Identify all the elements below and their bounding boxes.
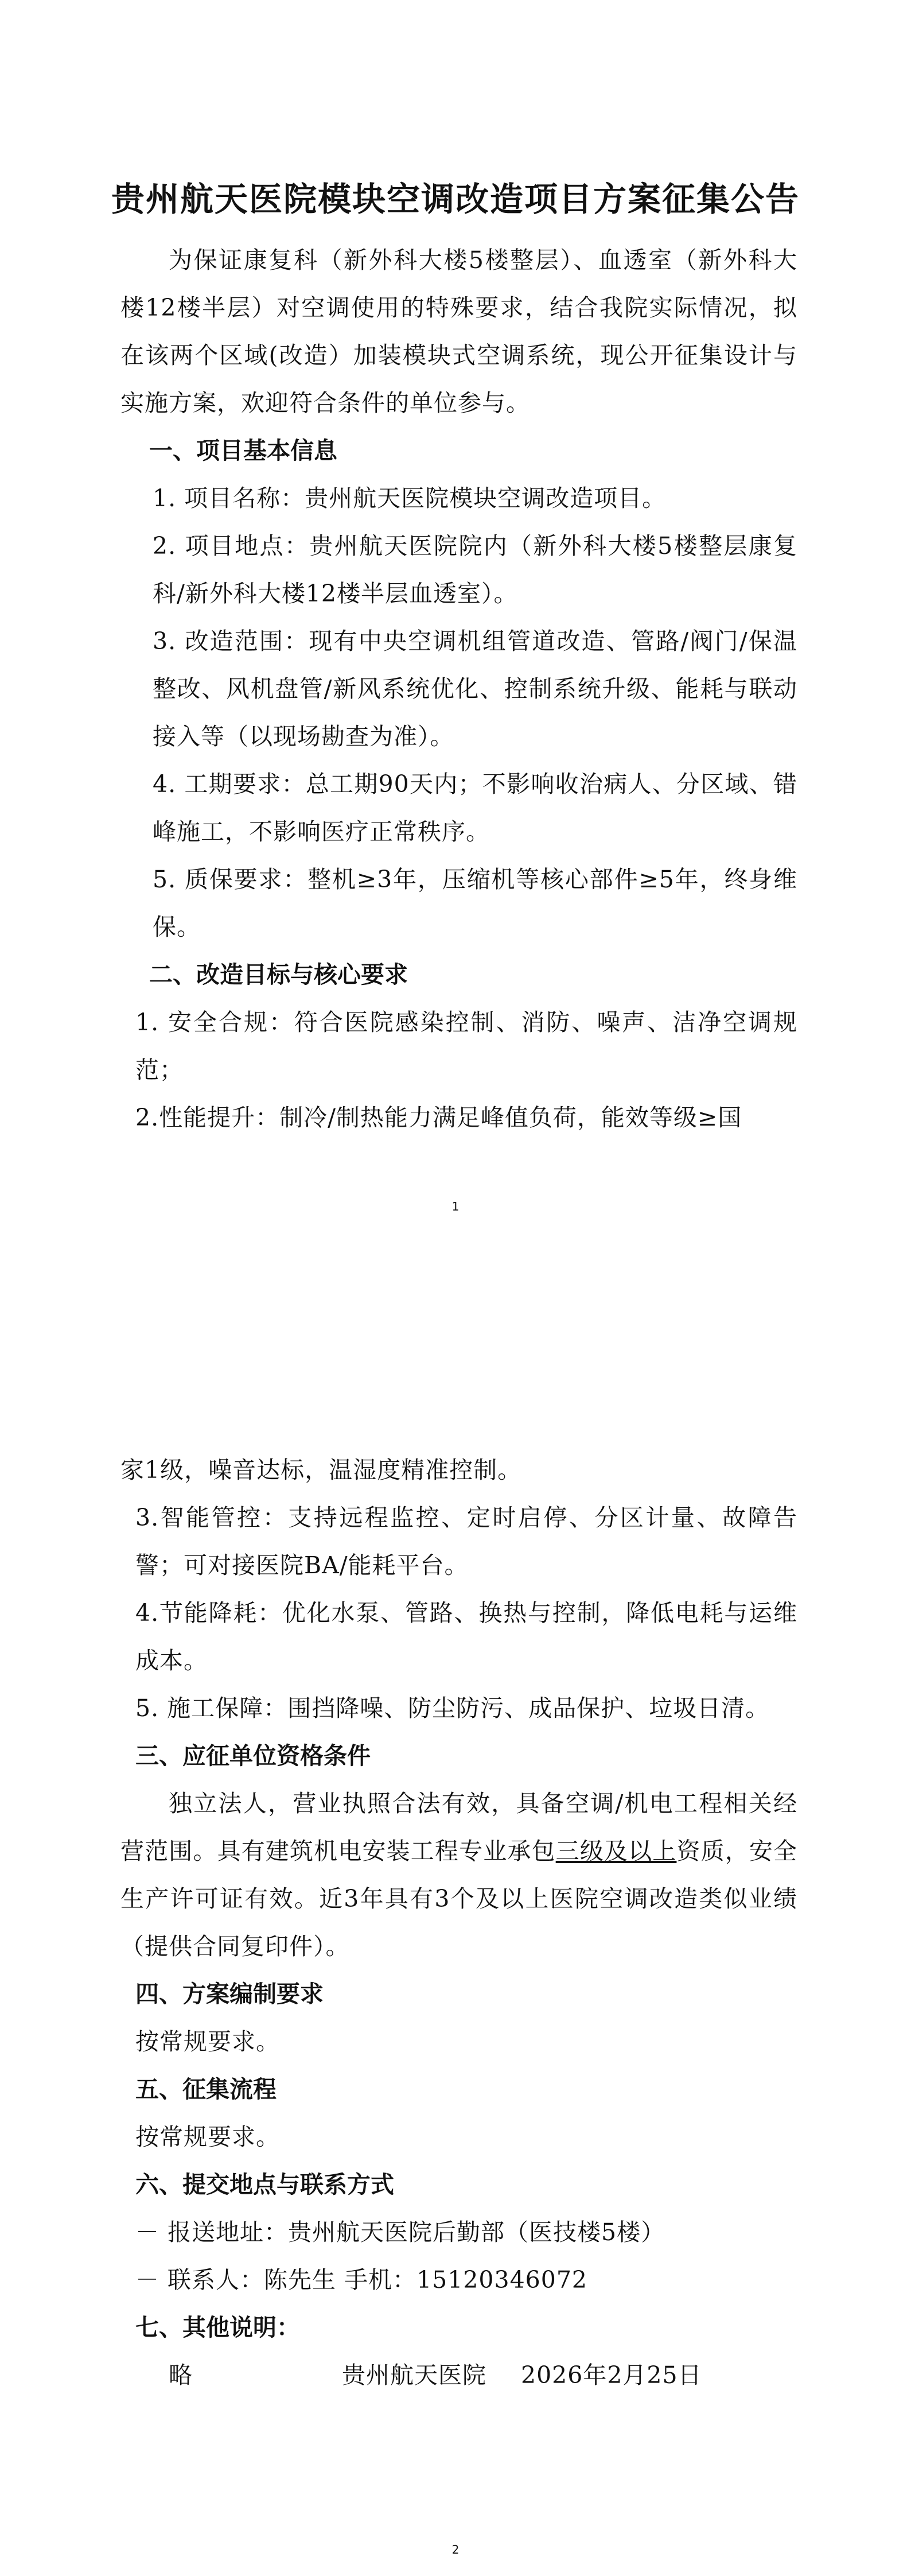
other-notes: 略 — [169, 2361, 193, 2389]
page-number: 1 — [451, 1200, 460, 1213]
signature-date: 2026年2月25日 — [521, 2361, 702, 2389]
section-1-item-4: 4. 工期要求：总工期90天内；不影响收治病人、分区域、错峰施工，不影响医疗正常秩序。 — [153, 770, 797, 845]
section-2-item-2-part-1: 2.性能提升：制冷/制热能力满足峰值负荷，能效等级≥国 — [135, 1104, 742, 1131]
section-5-text: 按常规要求。 — [135, 2123, 280, 2151]
section-2-item-4: 4.节能降耗：优化水泵、管路、换热与控制，降低电耗与运维成本。 — [135, 1599, 797, 1674]
section-1-item-3: 3. 改造范围：现有中央空调机组管道改造、管路/阀门/保温整改、风机盘管/新风系统优化、控制系统升级、能耗与联动接入等（以现场勘查为准）。 — [153, 627, 797, 750]
submission-address: － 报送地址：贵州航天医院后勤部（医技楼5楼） — [135, 2218, 665, 2246]
section-7-heading: 七、其他说明： — [135, 2314, 300, 2341]
section-3-heading: 三、应征单位资格条件 — [135, 1742, 371, 1770]
section-3-paragraph — [120, 1780, 797, 1970]
document-title: 贵州航天医院模块空调改造项目方案征集公告 — [111, 180, 800, 219]
section-2-heading: 二、改造目标与核心要求 — [149, 961, 408, 988]
section-2-item-1: 1. 安全合规：符合医院感染控制、消防、噪声、洁净空调规范； — [135, 1008, 797, 1084]
qualification-text-b: 资质，安全生产许可证有效。近3年具有3个及以上医院空调改造类似业绩（提供合同复印件）。 — [120, 1837, 798, 1960]
section-4-text: 按常规要求。 — [135, 2028, 280, 2055]
qualification-text-a: 独立法人，营业执照合法有效，具备空调/机电工程相关经营范围。具有建筑机电安装工程专业承包 — [120, 1790, 797, 1865]
closing-line — [120, 2352, 797, 2399]
section-4-heading: 四、方案编制要求 — [135, 1980, 324, 2008]
section-1-item-5: 5. 质保要求：整机≥3年，压缩机等核心部件≥5年，终身维保。 — [153, 866, 797, 941]
intro-paragraph: 为保证康复科（新外科大楼5楼整层）、血透室（新外科大楼12楼半层）对空调使用的特殊要求，结合我院实际情况，拟在该两个区域(改造）加装模块式空调系统，现公开征集设计与实施方案，欢迎符合条件的单位参与。 — [120, 246, 797, 417]
signature-organization: 贵州航天医院 — [342, 2361, 486, 2389]
page-1-body — [120, 236, 797, 1142]
contact-person: － 联系人：陈先生 手机：15120346072 — [135, 2266, 588, 2294]
section-2-item-2-part-2: 家1级，噪音达标，温湿度精准控制。 — [120, 1456, 522, 1484]
page-2-body — [120, 1446, 797, 2399]
qualification-level-underlined: 三级及以上 — [555, 1837, 677, 1865]
section-5-heading: 五、征集流程 — [135, 2075, 277, 2103]
section-6-heading: 六、提交地点与联系方式 — [135, 2171, 394, 2198]
section-2-item-3: 3.智能管控：支持远程监控、定时启停、分区计量、故障告警；可对接医院BA/能耗平台。 — [135, 1504, 797, 1579]
section-1-item-1: 1. 项目名称：贵州航天医院模块空调改造项目。 — [153, 484, 667, 512]
page-number: 2 — [451, 2543, 460, 2556]
section-1-heading: 一、项目基本信息 — [149, 437, 337, 464]
section-2-item-5: 5. 施工保障：围挡降噪、防尘防污、成品保护、垃圾日清。 — [135, 1694, 770, 1722]
section-1-item-2: 2. 项目地点：贵州航天医院院内（新外科大楼5楼整层康复科/新外科大楼12楼半层血透室）。 — [153, 532, 797, 607]
